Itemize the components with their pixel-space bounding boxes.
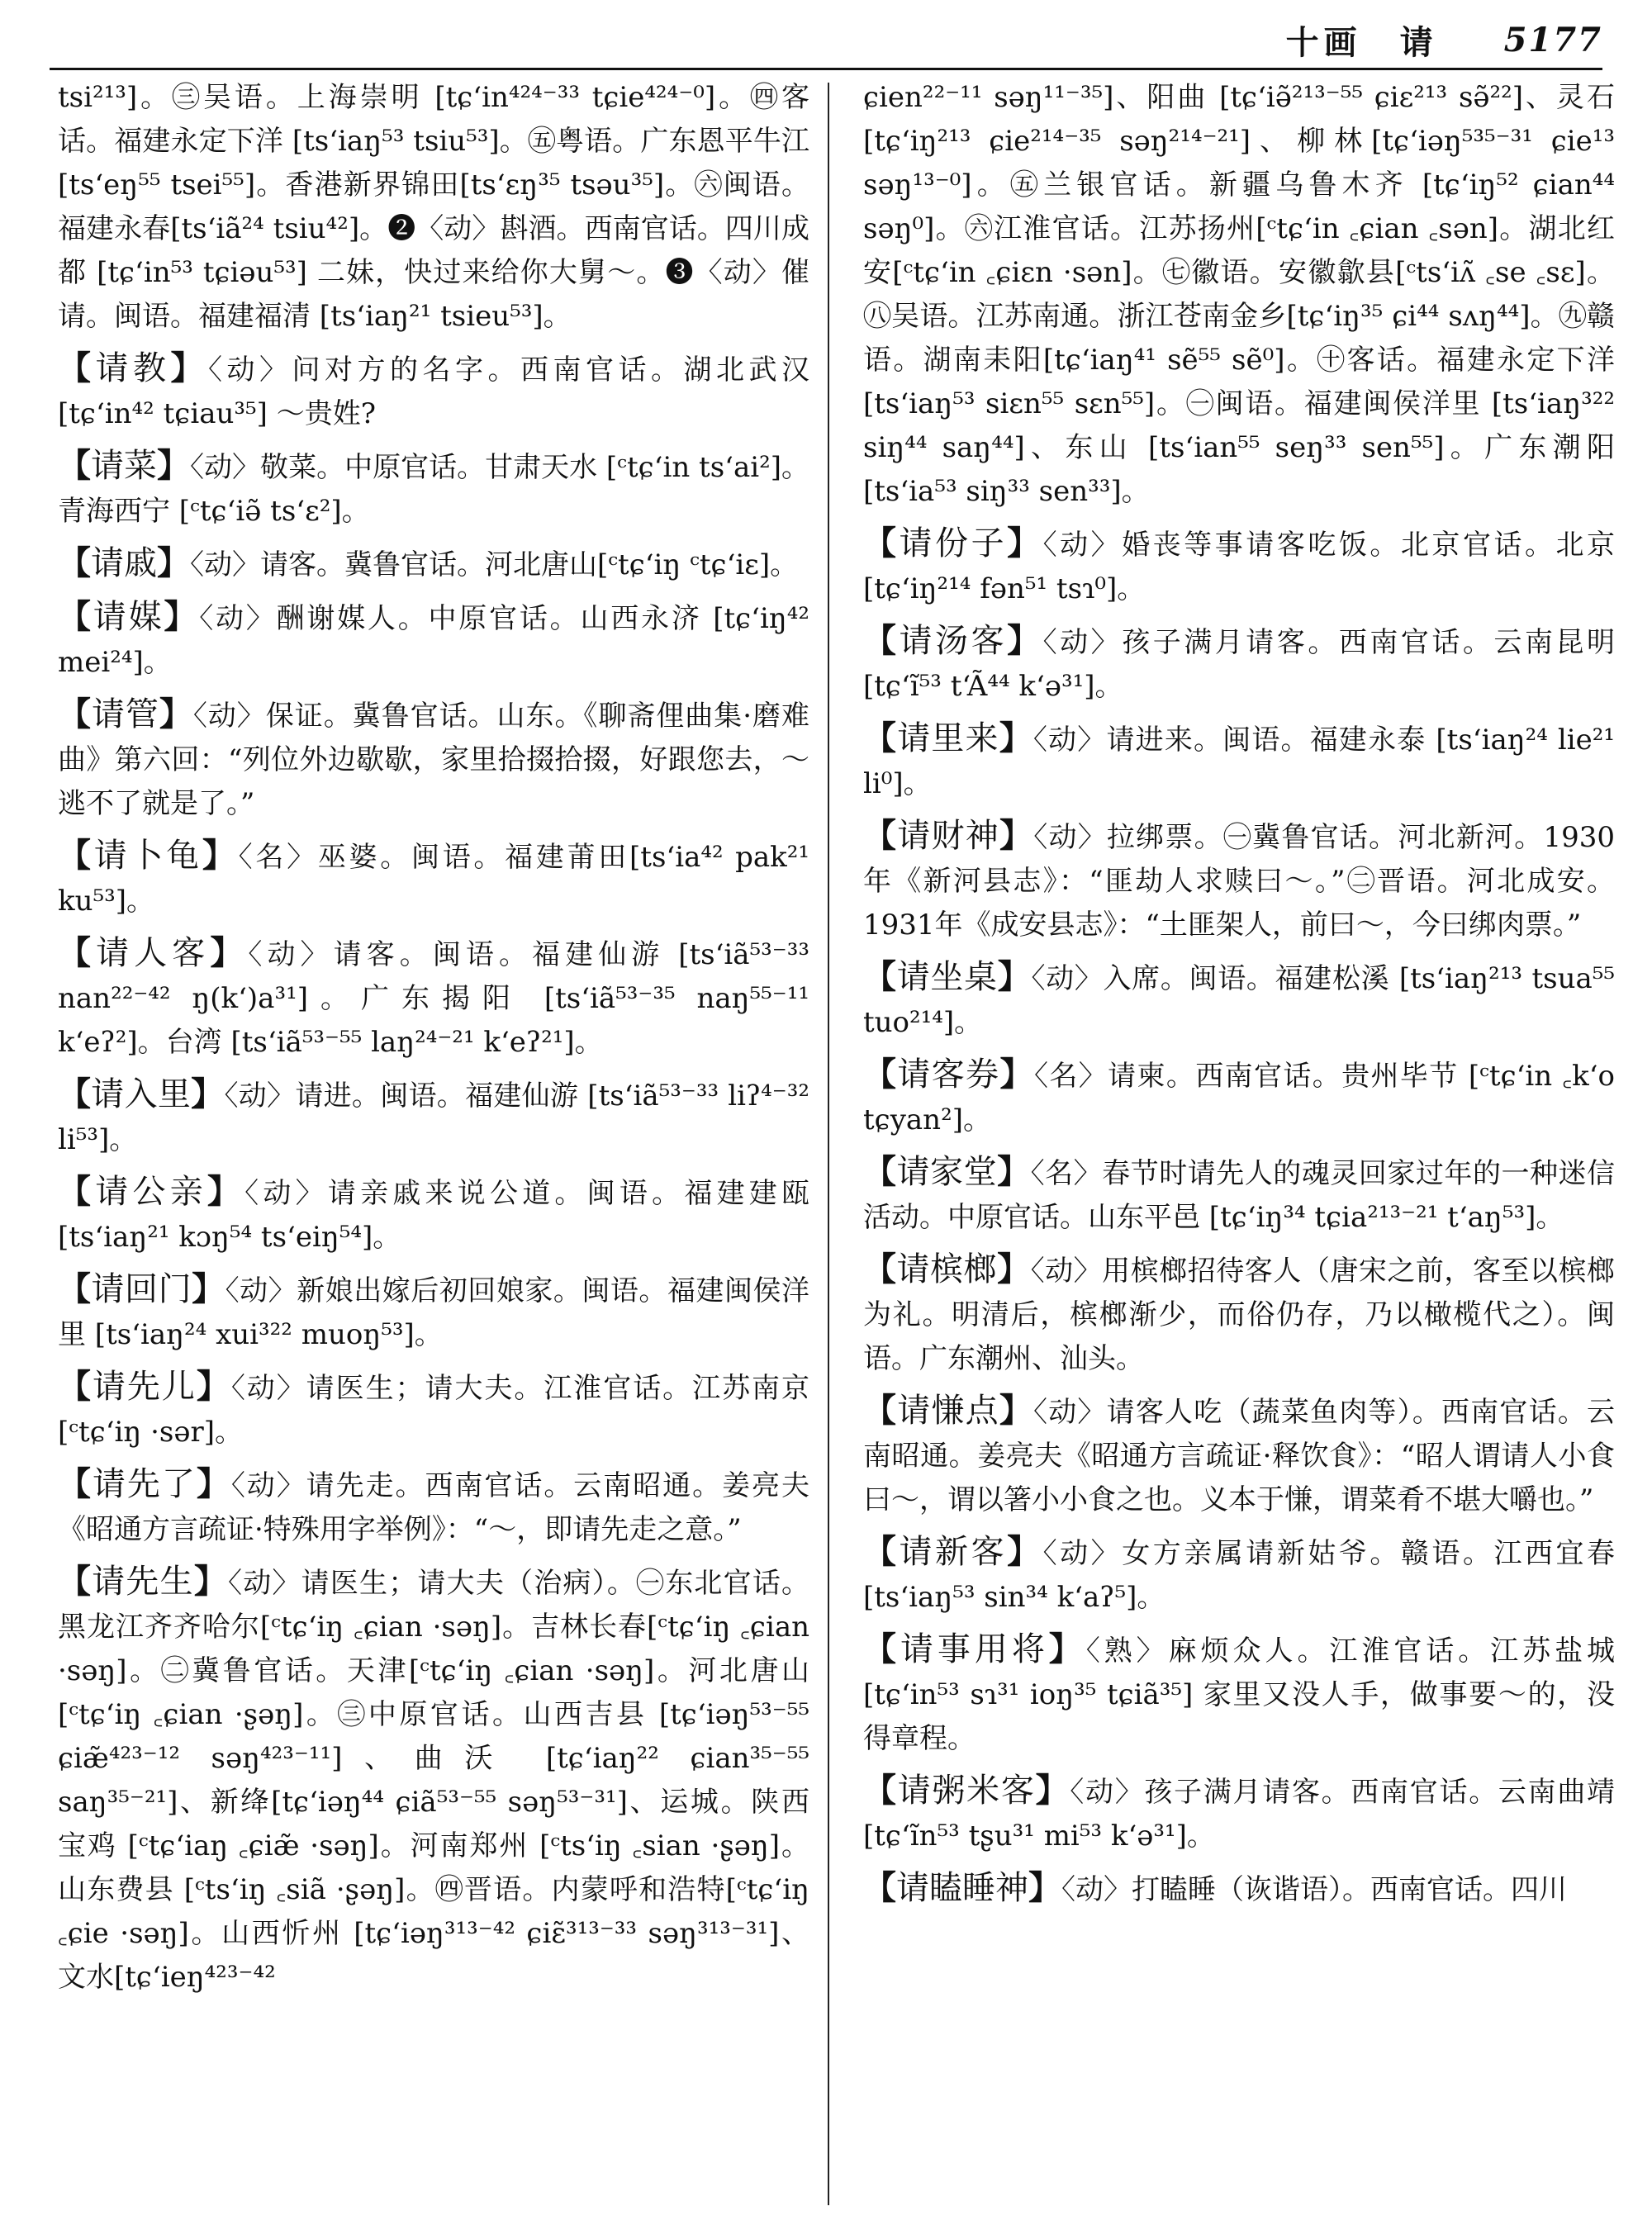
headword-close-bracket: 】 <box>999 1056 1034 1094</box>
headword-close-bracket: 】 <box>191 1075 225 1113</box>
entry-headword <box>58 837 239 875</box>
headword-text: 请媒 <box>93 598 164 636</box>
headword-close-bracket: 】 <box>1007 1533 1043 1571</box>
page-header <box>50 18 1602 61</box>
entry-definition: 〈熟〉麻烦众人。江淮官话。江苏盐城 [tɕʻin⁵³ sɿ³¹ ioŋ³⁵ tɕiã³⁵] 家里又没人手，做事要～的，没得章程。 <box>863 1635 1615 1755</box>
continued-entry-text: ɕien²²⁻¹¹ səŋ¹¹⁻³⁵]、阳曲 [tɕʻiə̃²¹³⁻⁵⁵ ɕiɛ²¹³ sə̃²²]、灵石[tɕʻiŋ²¹³ ɕie²¹⁴⁻³⁵ səŋ²¹⁴⁻²¹]、柳林[tɕʻiəŋ⁵³⁵⁻³¹ ɕie¹³ səŋ¹³⁻⁰]。㊄兰银官话。新疆乌鲁木齐 [tɕʻiŋ⁵² ɕian⁴⁴ səŋ⁰]。㊅江淮官话。江苏扬州[ᶜtɕʻin ꜀ɕian ꜀sən]。湖北红安[ᶜtɕʻin ꜀ɕiɛn ·sən]。㊆徽语。安徽歙县[ᶜtsʻiʌ̃ ꜀se ꜀sɛ]。㊇吴语。江苏南通。浙江苍南金乡[tɕʻiŋ³⁵ ɕi⁴⁴ sʌŋ⁴⁴]。㊈赣语。湖南耒阳[tɕʻiaŋ⁴¹ sẽ⁵⁵ sẽ⁰]。㊉客话。福建永定下洋 [tsʻiaŋ⁵³ siɛn⁵⁵ sɛn⁵⁵]。㊀闽语。福建闽侯洋里 [tsʻiaŋ³²² siŋ⁴⁴ saŋ⁴⁴]、东山 [tsʻian⁵⁵ seŋ³³ sen⁵⁵]。广东潮阳 [tsʻia⁵³ siŋ³³ sen³³]。 <box>863 81 1615 508</box>
entry-definition: 〈动〉酬谢媒人。中原官话。山西永济 [tɕʻiŋ⁴² mei²⁴]。 <box>58 602 809 679</box>
headword-close-bracket: 】 <box>196 1368 231 1406</box>
headword-open-bracket: 【 <box>58 544 91 582</box>
entry-headword <box>58 1368 231 1406</box>
continued-entry-text: tsi²¹³]。㊂吴语。上海崇明 [tɕʻin⁴²⁴⁻³³ tɕie⁴²⁴⁻⁰]。㊃客话。福建永定下洋 [tsʻiaŋ⁵³ tsiu⁵³]。㊄粤语。广东恩平牛江[tsʻeŋ⁵⁵ tsei⁵⁵]。香港新界锦田[tsʻɛŋ³⁵ tsəu³⁵]。㊅闽语。福建永春[tsʻiã²⁴ tsiu⁴²]。❷〈动〉斟酒。西南官话。四川成都 [tɕʻin⁵³ tɕiəu⁵³] 二妹，快过来给你大舅～。❸〈动〉催请。闽语。福建福清 [tsʻiaŋ²¹ tsieu⁵³]。 <box>58 81 809 333</box>
headword-text: 请客券 <box>897 1056 1000 1094</box>
dictionary-entry <box>58 347 809 436</box>
entry-definition: 〈动〉请亲戚来说公道。闽语。福建建瓯 [tsʻiaŋ²¹ kɔŋ⁵⁴ tsʻeiŋ⁵⁴]。 <box>58 1177 809 1254</box>
entry-definition: 〈动〉新娘出嫁后初回娘家。闽语。福建闽侯洋里 [tsʻiaŋ²⁴ xui³²² muoŋ⁵³]。 <box>58 1274 809 1351</box>
headword-open-bracket: 【 <box>863 1772 898 1810</box>
left-column <box>58 76 809 2213</box>
headword-close-bracket: 】 <box>206 1173 245 1211</box>
dictionary-entry <box>863 619 1615 709</box>
headword-close-bracket: 】 <box>164 598 200 636</box>
headword-open-bracket: 【 <box>58 1173 96 1211</box>
entry-definition: 〈动〉孩子满月请客。西南官话。云南昆明 [tɕʻĩ⁵³ tʻÃ⁴⁴ kʻə³¹]。 <box>863 626 1615 703</box>
entry-definition: 〈动〉入席。闽语。福建松溪 [tsʻiaŋ²¹³ tsua⁵⁵ tuo²¹⁴]。 <box>863 962 1615 1039</box>
headword-open-bracket: 【 <box>58 1270 92 1308</box>
entry-definition: 〈动〉请客。闽语。福建仙游 [tsʻiã⁵³⁻³³ nan²²⁻⁴² ŋ(kʻ)a³¹]。广东揭阳 [tsʻiã⁵³⁻³⁵ naŋ⁵⁵⁻¹¹ kʻeʔ²]。台湾 [tsʻiã⁵³⁻⁵⁵ laŋ²⁴⁻²¹ kʻeʔ²¹]。 <box>58 938 809 1059</box>
headword-text: 请先儿 <box>92 1368 197 1406</box>
headword-open-bracket: 【 <box>863 1533 900 1571</box>
header-rule <box>50 68 1602 70</box>
headword-text: 请槟榔 <box>896 1250 998 1288</box>
entry-headword <box>58 349 208 387</box>
headword-open-bracket: 【 <box>58 598 93 636</box>
entry-definition: 〈动〉请先走。西南官话。云南昭通。姜亮夫《昭通方言疏证·特殊用字举例》：“～，即请先走之意。” <box>58 1469 809 1546</box>
headword-text: 请人客 <box>96 934 211 972</box>
headword-text: 请卜龟 <box>93 837 202 875</box>
entry-definition: 〈名〉巫婆。闽语。福建莆田[tsʻia⁴² pak²¹ ku⁵³]。 <box>58 841 809 918</box>
dictionary-entry <box>863 1769 1615 1858</box>
dictionary-entry <box>58 595 809 685</box>
headword-open-bracket: 【 <box>863 622 900 660</box>
headword-close-bracket: 】 <box>210 934 249 972</box>
dictionary-entry <box>58 542 809 587</box>
headword-close-bracket: 】 <box>157 447 191 485</box>
dictionary-entry <box>863 1530 1615 1620</box>
column-divider <box>828 83 829 2205</box>
dictionary-entry <box>58 1170 809 1260</box>
section-label: 十画 请 <box>1285 22 1438 62</box>
dictionary-entry <box>863 1628 1615 1761</box>
entry-headword <box>58 1563 228 1601</box>
headword-text: 请财神 <box>897 817 999 855</box>
entry-definition: 〈动〉婚丧等事请客吃饭。北京官话。北京 [tɕʻiŋ²¹⁴ fən⁵¹ tsɿ⁰]。 <box>863 529 1615 605</box>
headword-close-bracket: 】 <box>157 544 190 582</box>
dictionary-entry <box>58 1560 809 2000</box>
entry-definition: 〈动〉打瞌睡（诙谐语）。西南官话。四川 <box>1061 1873 1567 1906</box>
headword-open-bracket: 【 <box>58 1075 92 1113</box>
right-column <box>863 76 1615 2213</box>
headword-text: 请粥米客 <box>897 1772 1036 1810</box>
entry-definition: 〈动〉请医生；请大夫。江淮官话。江苏南京[ᶜtɕʻiŋ ·sər]。 <box>58 1372 809 1449</box>
headword-close-bracket: 】 <box>196 1465 231 1503</box>
headword-text: 请戚 <box>91 544 157 582</box>
headword-text: 请管 <box>91 695 159 733</box>
headword-close-bracket: 】 <box>997 1153 1031 1191</box>
headword-close-bracket: 】 <box>1028 1869 1061 1907</box>
headword-close-bracket: 】 <box>999 1392 1034 1430</box>
headword-close-bracket: 】 <box>999 817 1034 855</box>
headword-open-bracket: 【 <box>58 934 97 972</box>
headword-text: 请回门 <box>91 1270 192 1308</box>
entry-headword <box>58 1270 225 1308</box>
dictionary-entry <box>58 1365 809 1454</box>
entry-definition: 〈动〉请进来。闽语。福建永泰 [tsʻiaŋ²⁴ lie²¹ li⁰]。 <box>863 724 1615 800</box>
headword-text: 请事用将 <box>900 1630 1049 1668</box>
dictionary-entry <box>58 1268 809 1357</box>
headword-open-bracket: 【 <box>863 1056 898 1094</box>
headword-open-bracket: 【 <box>863 1869 896 1907</box>
headword-open-bracket: 【 <box>863 1630 900 1668</box>
headword-text: 请先生 <box>92 1563 194 1601</box>
headword-text: 请先了 <box>92 1465 197 1503</box>
headword-open-bracket: 【 <box>863 817 898 855</box>
entry-headword <box>863 1056 1034 1094</box>
headword-text: 请新客 <box>899 1533 1008 1571</box>
headword-close-bracket: 】 <box>159 695 193 733</box>
entry-definition: 〈动〉用槟榔招待客人（唐宋之前，客至以槟榔为礼。明清后，槟榔渐少，而俗仍存，乃以橄榄代之）。闽语。广东潮州、汕头。 <box>863 1255 1615 1375</box>
entry-headword <box>863 1869 1061 1907</box>
entry-headword <box>58 1075 224 1113</box>
dictionary-entry <box>58 693 809 826</box>
headword-text: 请教 <box>95 349 171 387</box>
headword-text: 请份子 <box>899 524 1008 562</box>
entry-definition: 〈动〉请医生；请大夫（治病）。㊀东北官话。黑龙江齐齐哈尔[ᶜtɕʻiŋ ꜀ɕian ·səŋ]。吉林长春[ᶜtɕʻiŋ ꜀ɕian ·səŋ]。㊁冀鲁官话。天津[ᶜtɕʻiŋ ꜀ɕian ·səŋ]。河北唐山 [ᶜtɕʻiŋ ꜀ɕian ·ʂəŋ]。㊂中原官话。山西吉县 [tɕʻiəŋ⁵³⁻⁵⁵ ɕiæ̃⁴²³⁻¹² səŋ⁴²³⁻¹¹]、曲沃 [tɕʻiaŋ²² ɕian³⁵⁻⁵⁵ saŋ³⁵⁻²¹]、新绛[tɕʻiəŋ⁴⁴ ɕiã⁵³⁻⁵⁵ səŋ⁵³⁻³¹]、运城。陕西宝鸡 [ᶜtɕʻiaŋ ꜀ɕiæ̃ ·səŋ]。河南郑州 [ᶜtsʻiŋ ꜀sian ·ʂəŋ]。山东费县 [ᶜtsʻiŋ ꜀siã ·ʂəŋ]。㊃晋语。内蒙呼和浩特[ᶜtɕʻiŋ ꜀ɕie ·səŋ]。山西忻州 [tɕʻiəŋ³¹³⁻⁴² ɕiɛ̃³¹³⁻³³ səŋ³¹³⁻³¹]、文水[tɕʻieŋ⁴²³⁻⁴² <box>58 1567 809 1994</box>
left-entry-list <box>58 347 809 2000</box>
entry-headword <box>863 1772 1070 1810</box>
entry-headword <box>863 817 1033 855</box>
entry-headword <box>863 1250 1031 1288</box>
entry-headword <box>58 598 199 636</box>
headword-text: 请瞌睡神 <box>896 1869 1028 1907</box>
dictionary-entry <box>863 522 1615 611</box>
headword-open-bracket: 【 <box>58 1465 93 1503</box>
dictionary-entry <box>863 1389 1615 1522</box>
headword-close-bracket: 】 <box>1048 1630 1086 1668</box>
entry-definition: 〈名〉请柬。西南官话。贵州毕节 [ᶜtɕʻin ꜀kʻo tɕyan²]。 <box>863 1060 1615 1136</box>
entry-headword <box>58 934 248 972</box>
headword-text: 请慊点 <box>897 1392 999 1430</box>
entry-definition: 〈动〉请客人吃（蔬菜鱼肉等）。西南官话。云南昭通。姜亮夫《昭通方言疏证·释饮食》：“昭人谓请人小食曰～，谓以箸小小食之也。义本于慊，谓菜肴不堪大嚼也。” <box>863 1396 1615 1516</box>
dictionary-entry <box>863 814 1615 947</box>
entry-definition: 〈名〉春节时请先人的魂灵回家过年的一种迷信活动。中原官话。山东平邑 [tɕʻiŋ³⁴ tɕia²¹³⁻²¹ tʻaŋ⁵³]。 <box>863 1157 1615 1234</box>
right-entry-list <box>863 522 1615 1912</box>
headword-close-bracket: 】 <box>202 837 239 875</box>
headword-text: 请家堂 <box>896 1153 998 1191</box>
entry-definition: 〈动〉请客。冀鲁官话。河北唐山[ᶜtɕʻiŋ ᶜtɕʻiɛ]。 <box>190 548 799 581</box>
headword-open-bracket: 【 <box>863 1392 898 1430</box>
headword-open-bracket: 【 <box>58 1563 93 1601</box>
entry-headword <box>863 719 1033 757</box>
headword-open-bracket: 【 <box>863 1250 897 1288</box>
entry-headword <box>863 1630 1086 1668</box>
entry-headword <box>58 544 190 582</box>
headword-text: 请汤客 <box>899 622 1008 660</box>
headword-close-bracket: 】 <box>170 349 208 387</box>
dictionary-entry <box>863 1151 1615 1240</box>
headword-open-bracket: 【 <box>58 1368 93 1406</box>
headword-open-bracket: 【 <box>863 524 900 562</box>
entry-headword <box>863 622 1043 660</box>
dictionary-entry <box>58 1073 809 1162</box>
headword-open-bracket: 【 <box>58 695 92 733</box>
page-number: 5177 <box>1503 20 1602 59</box>
dictionary-entry <box>863 1248 1615 1381</box>
headword-close-bracket: 】 <box>997 1250 1031 1288</box>
headword-open-bracket: 【 <box>863 1153 897 1191</box>
dictionary-entry <box>863 956 1615 1045</box>
headword-open-bracket: 【 <box>863 958 897 996</box>
headword-close-bracket: 】 <box>192 1270 225 1308</box>
dictionary-entry <box>58 1463 809 1552</box>
entry-definition: 〈动〉女方亲属请新姑爷。赣语。江西宜春 [tsʻiaŋ⁵³ sin³⁴ kʻaʔ⁵]。 <box>863 1537 1615 1614</box>
headword-text: 请菜 <box>91 447 158 485</box>
entry-headword <box>58 695 193 733</box>
dictionary-entry <box>58 834 809 923</box>
entry-definition: 〈动〉问对方的名字。西南官话。湖北武汉 [tɕʻin⁴² tɕiau³⁵] ～贵姓? <box>58 353 809 430</box>
headword-text: 请入里 <box>91 1075 192 1113</box>
headword-open-bracket: 【 <box>863 719 898 757</box>
headword-text: 请坐桌 <box>896 958 998 996</box>
dictionary-entry <box>58 444 809 534</box>
headword-close-bracket: 】 <box>1007 622 1043 660</box>
entry-headword <box>863 1392 1033 1430</box>
entry-headword <box>58 1465 231 1503</box>
headword-open-bracket: 【 <box>58 837 94 875</box>
entry-headword <box>58 1173 244 1211</box>
entry-definition: 〈动〉请进。闽语。福建仙游 [tsʻiã⁵³⁻³³ liʔ⁴⁻³² li⁵³]。 <box>58 1079 809 1156</box>
headword-close-bracket: 】 <box>1007 524 1043 562</box>
entry-headword <box>863 1153 1031 1191</box>
headword-close-bracket: 】 <box>1035 1772 1070 1810</box>
entry-headword <box>863 958 1031 996</box>
headword-open-bracket: 【 <box>58 349 96 387</box>
entry-headword <box>863 524 1043 562</box>
entry-definition: 〈动〉保证。冀鲁官话。山东。《聊斋俚曲集·磨难曲》第六回：“列位外边歇歇，家里拾掇拾掇，好跟您去，～逃不了就是了。” <box>58 700 809 820</box>
headword-text: 请里来 <box>897 719 999 757</box>
entry-definition: 〈动〉拉绑票。㊀冀鲁官话。河北新河。1930年《新河县志》：“匪劫人求赎曰～。”㊁晋语。河北成安。1931年《成安县志》：“土匪架人，前曰～，今曰绑肉票。” <box>863 821 1615 942</box>
entry-headword <box>58 447 190 485</box>
dictionary-entry <box>863 1053 1615 1142</box>
entry-definition: 〈动〉敬菜。中原官话。甘肃天水 [ᶜtɕʻin tsʻai²]。青海西宁 [ᶜtɕʻiə̃ tsʻɛ²]。 <box>58 451 809 528</box>
dictionary-entry <box>58 932 809 1065</box>
headword-close-bracket: 】 <box>997 958 1032 996</box>
dictionary-entry <box>863 717 1615 806</box>
entry-headword <box>863 1533 1043 1571</box>
headword-close-bracket: 】 <box>193 1563 229 1601</box>
entry-definition: 〈动〉孩子满月请客。西南官话。云南曲靖 [tɕʻĩn⁵³ tʂu³¹ mi⁵³ kʻə³¹]。 <box>863 1776 1615 1853</box>
headword-text: 请公亲 <box>95 1173 207 1211</box>
headword-open-bracket: 【 <box>58 447 92 485</box>
headword-close-bracket: 】 <box>999 719 1033 757</box>
dictionary-entry <box>863 1867 1615 1912</box>
